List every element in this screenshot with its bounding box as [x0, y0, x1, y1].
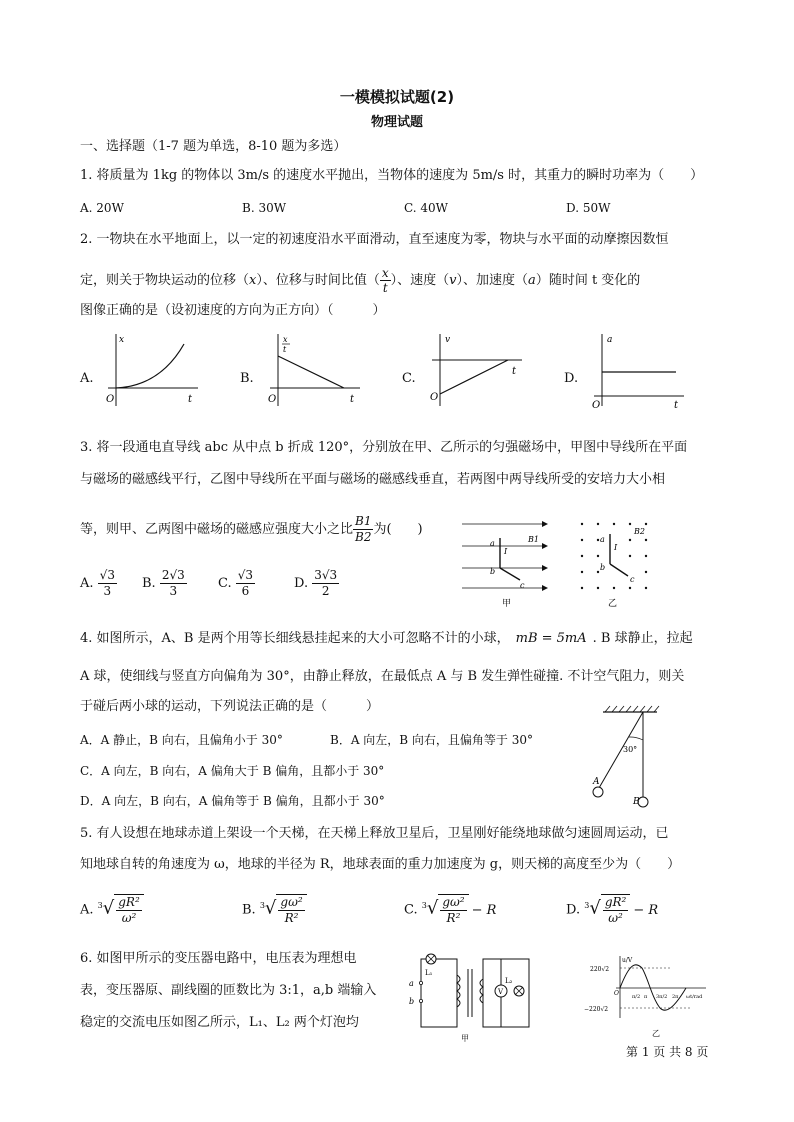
svg-text:A: A — [593, 777, 600, 787]
svg-text:v: v — [445, 335, 451, 345]
q2-line3: 图像正确的是（设初速度的方向为正方向）（ ） — [80, 303, 386, 318]
q2-graph-d-label: D. — [564, 371, 579, 386]
q6-voltage-graph — [582, 952, 712, 1042]
svg-text:3π/2: 3π/2 — [656, 994, 668, 1000]
q1-stem: 1. 将质量为 1kg 的物体以 3m/s 的速度水平抛出，当物体的速度为 5m/s 时，其重力的瞬时功率为（ ） — [80, 168, 704, 183]
svg-text:a: a — [409, 979, 414, 988]
page-subtitle: 物理试题 — [370, 115, 423, 130]
svg-text:乙: 乙 — [608, 599, 618, 608]
q1-option-b: B. 30W — [242, 201, 287, 215]
svg-text:t: t — [188, 394, 193, 405]
q3-line3: 等，则甲、乙两图中磁场的磁感应强度大小之比 $\frac{B1}{B2}$ 为( ) — [80, 514, 423, 544]
q5-option-a: A. $^3$√ $\frac{\text{gR²}}{\text{ω²}}$ — [80, 894, 144, 926]
q2-graph-b-label: B. — [240, 371, 254, 386]
svg-text:O: O — [430, 392, 439, 403]
svg-text:ωt/rad: ωt/rad — [686, 994, 703, 1000]
svg-text:V: V — [498, 988, 504, 996]
svg-text:甲: 甲 — [461, 1034, 469, 1043]
svg-text:t: t — [674, 400, 679, 410]
q6-line1: 6. 如图甲所示的变压器电路中，电压表为理想电 — [80, 951, 357, 966]
q3-option-a: A. $\frac{√3}{3}$ — [80, 568, 115, 598]
q3-line1: 3. 将一段通电直导线 abc 从中点 b 折成 120°，分别放在甲、乙所示的匀强磁场中，甲图中导线所在平面 — [80, 440, 688, 455]
svg-text:c: c — [520, 581, 525, 590]
q1-option-a: A. 20W — [80, 201, 124, 215]
svg-text:π/2: π/2 — [632, 994, 641, 1000]
q4-option-c: C．A 向左，B 向右，A 偏角大于 B 偏角，且都小于 30° — [80, 764, 385, 778]
svg-text:甲: 甲 — [502, 599, 512, 608]
b1-over-b2-fraction: $\frac{B1}{B2}$ — [355, 514, 372, 544]
q3-figure-jia — [462, 516, 552, 608]
svg-text:x: x — [283, 335, 288, 344]
q3-option-c: C. $\frac{√3}{6}$ — [218, 568, 254, 598]
svg-text:x: x — [119, 335, 125, 345]
svg-text:a: a — [607, 335, 613, 345]
svg-text:−220√2: −220√2 — [584, 1006, 609, 1013]
q6-line3: 稳定的交流电压如图乙所示，L₁、L₂ 两个灯泡均 — [80, 1015, 359, 1030]
svg-text:t: t — [283, 345, 287, 354]
q3-figure-yi — [574, 516, 664, 608]
svg-text:L₁: L₁ — [425, 969, 433, 977]
q5-line2: 知地球自转的角速度为 ω，地球的半径为 R，地球表面的重力加速度为 g，则天梯的高度至少为（ ） — [80, 857, 681, 872]
svg-text:B: B — [633, 797, 640, 807]
svg-text:u/V: u/V — [622, 957, 633, 964]
svg-text:B2: B2 — [634, 527, 645, 536]
svg-text:b: b — [600, 563, 606, 572]
svg-text:乙: 乙 — [652, 1029, 660, 1038]
svg-text:L₂: L₂ — [505, 977, 513, 985]
q4-pendulum-figure — [585, 700, 675, 812]
q1-option-c: C. 40W — [404, 201, 448, 215]
svg-text:a: a — [600, 535, 605, 544]
q2-graph-b — [262, 330, 362, 410]
svg-text:O: O — [592, 400, 601, 410]
q5-option-d: D. $^3$√ $\frac{\text{gR²}}{\text{ω²}}$ − R — [566, 895, 659, 925]
svg-text:O: O — [268, 394, 277, 405]
ceiling-hatch — [605, 706, 659, 712]
q4-option-d: D．A 向左，B 向右，A 偏角等于 B 偏角，且都小于 30° — [80, 794, 385, 808]
svg-text:I: I — [614, 543, 618, 552]
svg-text:b: b — [409, 997, 415, 1006]
q2-graph-c-label: C. — [402, 371, 416, 386]
q2-graph-d — [586, 330, 686, 410]
svg-text:π: π — [644, 994, 648, 1000]
q4-option-a: A．A 静止，B 向右，且偏角小于 30° — [80, 733, 283, 747]
q4-line2: A 球，使细线与竖直方向偏角为 30°，由静止释放，在最低点 A 与 B 发生弹性碰撞. 不计空气阻力，则关 — [80, 669, 685, 684]
q1-option-d: D. 50W — [566, 201, 611, 215]
q3-option-b: B. $\frac{2√3}{3}$ — [142, 568, 185, 598]
q6-line2: 表，变压器原、副线圈的匝数比为 3:1，a,b 端输入 — [80, 983, 377, 998]
svg-text:b: b — [490, 567, 496, 576]
svg-text:t: t — [512, 366, 517, 377]
svg-text:O: O — [614, 990, 619, 997]
q2-graph-a-label: A. — [80, 371, 94, 386]
page-footer: 第 1 页 共 8 页 — [626, 1045, 709, 1059]
svg-text:220√2: 220√2 — [590, 966, 610, 973]
svg-text:2π: 2π — [672, 994, 679, 1000]
q2-line2: 定，则关于物块运动的位移（x）、位移与时间比值（ $\frac{x}{t}$ ）、速度（v）、加速度（a）随时间 t 变化的 — [80, 266, 641, 295]
q3-line2: 与磁场的磁感线平行，乙图中导线所在平面与磁场的磁感线垂直，若两图中两导线所受的安培力大小相 — [80, 472, 666, 487]
svg-text:30°: 30° — [623, 745, 638, 754]
q3-option-d: D. $\frac{3√3}{2}$ — [294, 568, 338, 598]
section-heading: 一、选择题（1-7 题为单选，8-10 题为多选） — [80, 139, 347, 154]
svg-text:I: I — [504, 547, 508, 556]
svg-text:B1: B1 — [528, 535, 539, 544]
q4-line1: 4. 如图所示，A、B 是两个用等长细线悬挂起来的大小可忽略不计的小球， mB = 5mA . B 球静止，拉起 — [80, 631, 693, 646]
x-over-t-fraction: $\frac{x}{t}$ — [381, 266, 389, 295]
q5-line1: 5. 有人设想在地球赤道上架设一个天梯，在天梯上释放卫星后，卫星刚好能绕地球做匀速圆周运动，已 — [80, 826, 669, 841]
q5-option-c: C. $^3$√ $\frac{\text{gω²}}{\text{R²}}$ − R — [404, 895, 497, 925]
mass-equation: mB = 5mA — [515, 631, 587, 646]
svg-text:O: O — [106, 394, 115, 405]
q4-line3: 于碰后两小球的运动，下列说法正确的是（ ） — [80, 699, 380, 714]
q5-option-b: B. $^3$√ $\frac{\text{gω²}}{\text{R²}}$ — [242, 894, 307, 926]
q4-option-b: B．A 向左，B 向右，且偏角等于 30° — [330, 733, 534, 747]
page-title: 一模模拟试题(2) — [339, 88, 455, 106]
svg-text:a: a — [490, 539, 495, 548]
q2-graph-a — [100, 330, 200, 410]
q2-line1: 2. 一物块在水平地面上，以一定的初速度沿水平面滑动，直至速度为零，物块与水平面的动摩擦因数恒 — [80, 232, 669, 247]
svg-text:c: c — [630, 575, 635, 584]
q6-circuit-figure — [395, 945, 545, 1045]
q2-graph-c — [424, 330, 524, 410]
svg-text:t: t — [350, 394, 355, 405]
